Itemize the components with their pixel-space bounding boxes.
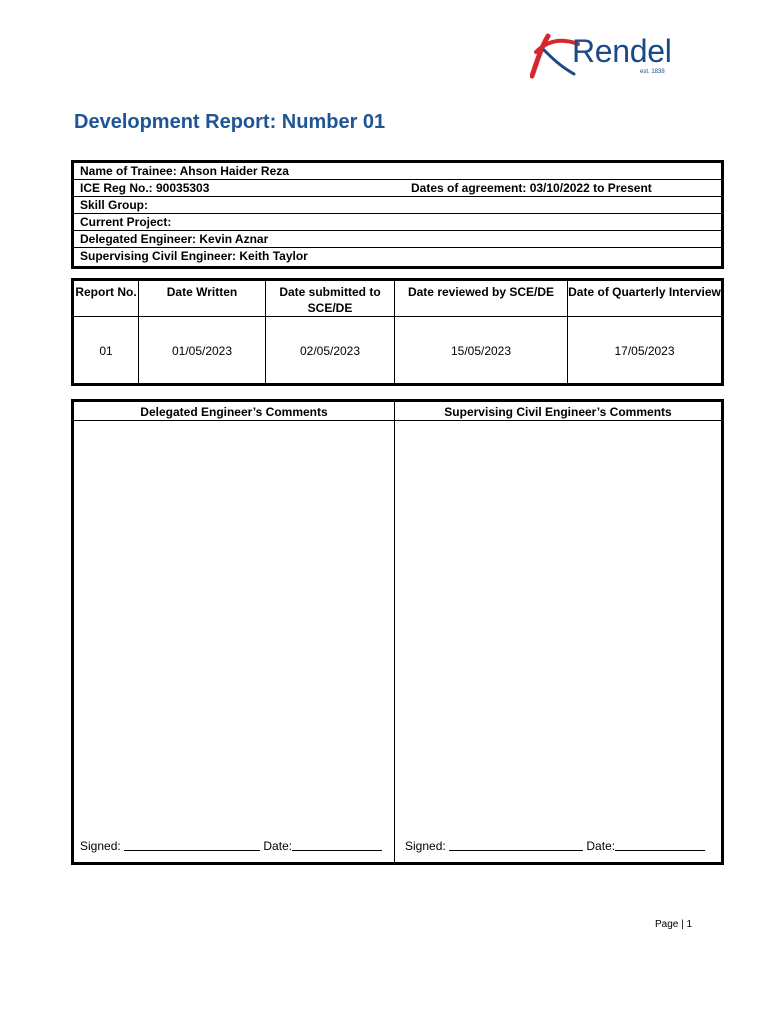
- signed-label: Signed:: [80, 839, 121, 853]
- header-quarterly-interview: Date of Quarterly Interview: [568, 285, 721, 299]
- delegated-engineer: Delegated Engineer: Kevin Aznar: [80, 232, 269, 246]
- page-title: Development Report: Number 01: [74, 111, 386, 133]
- cell-date-submitted: 02/05/2023: [299, 344, 361, 358]
- date-label: Date:: [263, 839, 293, 853]
- trainee-info-table: [71, 160, 724, 269]
- cell-date-written: 01/05/2023: [171, 344, 233, 358]
- ice-reg-row: [74, 180, 721, 197]
- supervising-engineer-comments-header: Supervising Civil Engineer’s Comments: [444, 405, 672, 419]
- cell-date-reviewed: 15/05/2023: [450, 344, 512, 358]
- trainee-name-row: [74, 163, 721, 180]
- delegated-engineer-comments-header: Delegated Engineer’s Comments: [140, 405, 328, 419]
- current-project: Current Project:: [80, 215, 172, 229]
- skill-group: Skill Group:: [80, 198, 149, 212]
- column-divider: [394, 402, 395, 862]
- supervising-engineer: Supervising Civil Engineer: Keith Taylor: [80, 249, 308, 263]
- signature-blank[interactable]: [449, 838, 583, 851]
- supervising-engineer-row: [74, 248, 721, 265]
- report-dates-table: [71, 278, 724, 386]
- comments-table: [71, 399, 724, 865]
- ice-reg-number: ICE Reg No.: 90035303: [80, 181, 210, 195]
- date-label: Date:: [586, 839, 616, 853]
- signed-label: Signed:: [405, 839, 446, 853]
- logo-text: Rendel: [572, 33, 672, 69]
- dates-of-agreement: Dates of agreement: 03/10/2022 to Present: [411, 181, 652, 195]
- logo-est: est. 1838: [640, 69, 665, 75]
- page-number: Page | 1: [655, 919, 693, 930]
- header-report-no: Report No.: [75, 285, 137, 299]
- date-blank[interactable]: [292, 838, 382, 851]
- header-divider: [74, 420, 721, 421]
- cell-quarterly-interview: 17/05/2023: [614, 344, 675, 358]
- header-date-submitted: Date submitted to SCE/DE: [279, 285, 381, 315]
- header-divider: [74, 316, 721, 317]
- header-date-written: Date Written: [166, 285, 238, 299]
- delegated-signature-line: [80, 838, 382, 854]
- delegated-engineer-row: [74, 231, 721, 248]
- header-date-reviewed: Date reviewed by SCE/DE: [407, 285, 555, 299]
- skill-group-row: [74, 197, 721, 214]
- signature-blank[interactable]: [124, 838, 260, 851]
- cell-report-no: 01: [99, 344, 113, 358]
- current-project-row: [74, 214, 721, 231]
- rendel-logo: [530, 32, 672, 80]
- date-blank[interactable]: [615, 838, 705, 851]
- trainee-name: Name of Trainee: Ahson Haider Reza: [80, 164, 289, 178]
- supervising-signature-line: [405, 838, 705, 854]
